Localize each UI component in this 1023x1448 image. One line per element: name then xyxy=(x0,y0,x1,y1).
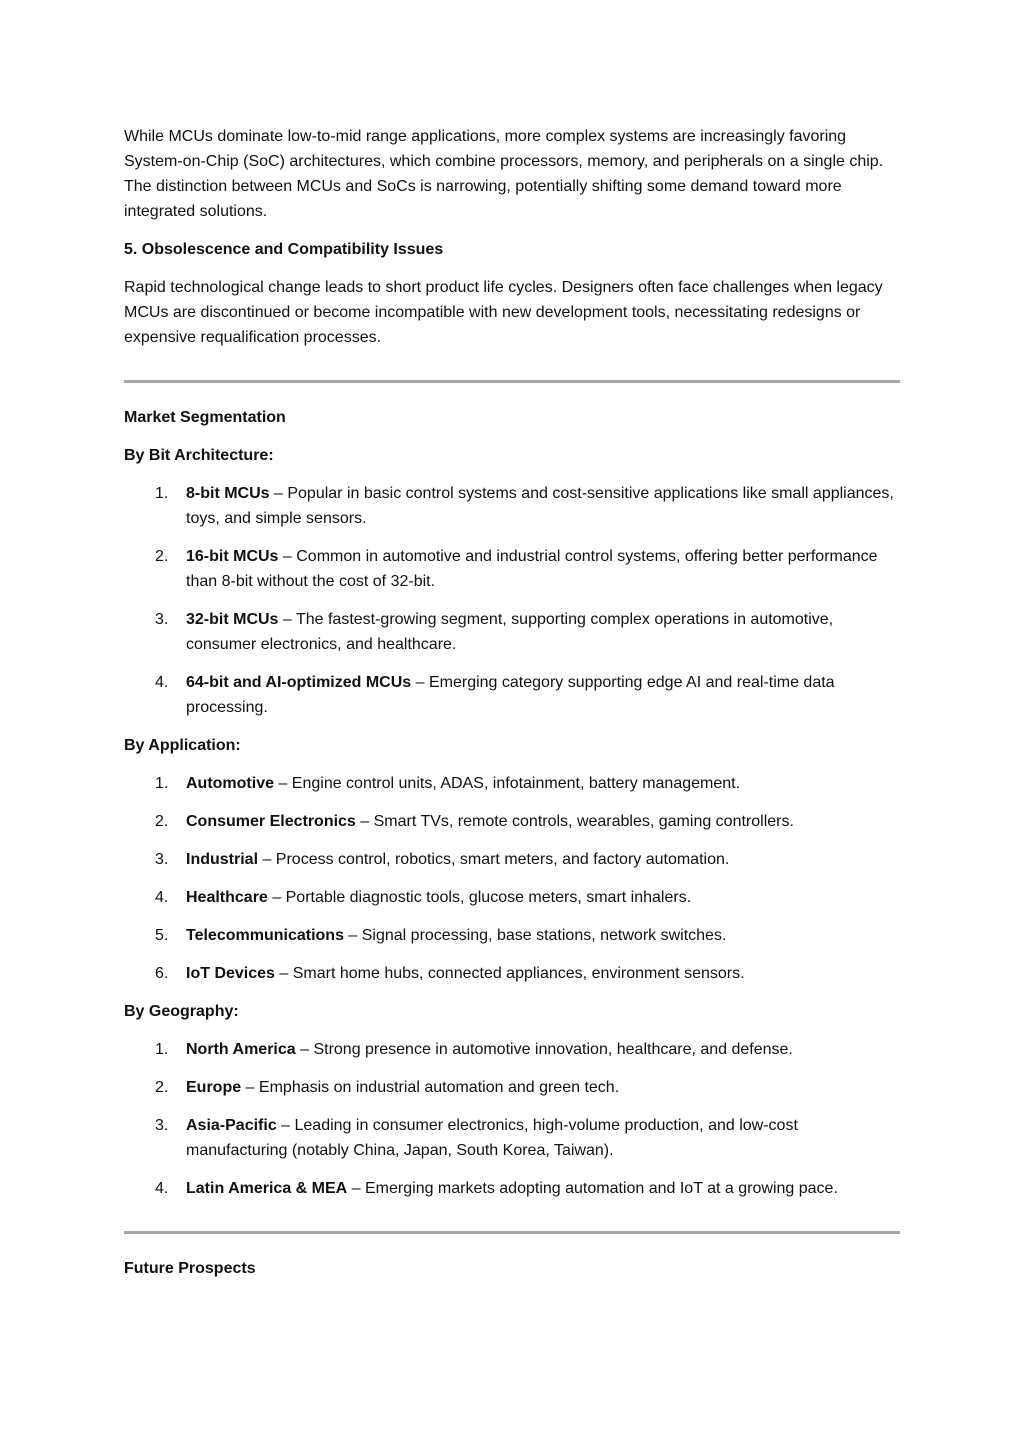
section-divider xyxy=(124,1231,900,1234)
list-item-number: 6. xyxy=(155,965,169,982)
list-item-term: North America xyxy=(186,1041,296,1058)
market-segmentation-heading: Market Segmentation xyxy=(124,409,286,426)
list-item-term: Asia-Pacific xyxy=(186,1117,277,1134)
list-item-number: 3. xyxy=(155,1117,169,1134)
future-prospects-heading: Future Prospects xyxy=(124,1260,256,1277)
list-item-description: – Emphasis on industrial automation and green tech. xyxy=(241,1079,620,1096)
geography-list xyxy=(124,1037,900,1201)
list-item xyxy=(124,1075,900,1100)
list-item-term: 32-bit MCUs xyxy=(186,611,279,628)
list-item-description: – Engine control units, ADAS, infotainment, battery management. xyxy=(274,775,741,792)
list-item xyxy=(124,885,900,910)
list-item-term: Consumer Electronics xyxy=(186,813,356,830)
obsolescence-heading: 5. Obsolescence and Compatibility Issues xyxy=(124,241,444,258)
list-item-term: IoT Devices xyxy=(186,965,275,982)
list-item-number: 1. xyxy=(155,1041,169,1058)
list-item-term: Telecommunications xyxy=(186,927,344,944)
list-item-term: 64-bit and AI-optimized MCUs xyxy=(186,674,412,691)
application-list xyxy=(124,771,900,986)
list-item-number: 4. xyxy=(155,889,169,906)
list-item xyxy=(124,923,900,948)
geography-heading: By Geography: xyxy=(124,1003,239,1020)
list-item xyxy=(124,1037,900,1062)
list-item-description: – Emerging category supporting edge AI and real-time data processing. xyxy=(186,674,835,716)
list-item-number: 5. xyxy=(155,927,169,944)
list-item-term: 16-bit MCUs xyxy=(186,548,279,565)
list-item-description: – Smart TVs, remote controls, wearables, gaming controllers. xyxy=(355,813,794,830)
list-item-description: – Common in automotive and industrial control systems, offering better performance than 8-bit without the cost of 32-bit. xyxy=(186,548,878,590)
list-item-number: 1. xyxy=(155,485,169,502)
list-item-number: 4. xyxy=(155,674,169,691)
soc-paragraph: While MCUs dominate low-to-mid range applications, more complex systems are increasingly favoring System-on-Chip (SoC) architectures, which combine processors, memory, and peripherals on a single chip. The distinction between MCUs and SoCs is narrowing, potentially shifting some demand toward more integrated solutions. xyxy=(124,128,884,220)
list-item-description: – Emerging markets adopting automation and IoT at a growing pace. xyxy=(347,1180,838,1197)
list-item xyxy=(124,670,900,720)
list-item-description: – The fastest-growing segment, supporting complex operations in automotive, consumer electronics, and healthcare. xyxy=(186,611,834,653)
list-item-number: 4. xyxy=(155,1180,169,1197)
list-item xyxy=(124,961,900,986)
document-page xyxy=(124,124,900,1294)
list-item xyxy=(124,1176,900,1201)
list-item-description: – Process control, robotics, smart meters, and factory automation. xyxy=(258,851,730,868)
list-item-term: Industrial xyxy=(186,851,259,868)
list-item xyxy=(124,771,900,796)
list-item-description: – Portable diagnostic tools, glucose meters, smart inhalers. xyxy=(267,889,692,906)
list-item xyxy=(124,607,900,657)
list-item-description: – Leading in consumer electronics, high-volume production, and low-cost manufacturing (notably China, Japan, South Korea, Taiwan). xyxy=(186,1117,798,1159)
list-item-number: 3. xyxy=(155,611,169,628)
list-item xyxy=(124,1113,900,1163)
list-item-number: 3. xyxy=(155,851,169,868)
list-item-number: 2. xyxy=(155,548,169,565)
list-item-term: 8-bit MCUs xyxy=(186,485,270,502)
list-item xyxy=(124,809,900,834)
list-item-description: – Popular in basic control systems and cost-sensitive applications like small appliances, toys, and simple sensors. xyxy=(186,485,894,527)
list-item-term: Latin America & MEA xyxy=(186,1180,348,1197)
list-item-number: 2. xyxy=(155,1079,169,1096)
list-item-description: – Strong presence in automotive innovation, healthcare, and defense. xyxy=(295,1041,793,1058)
bit-architecture-heading: By Bit Architecture: xyxy=(124,447,274,464)
list-item-number: 2. xyxy=(155,813,169,830)
obsolescence-paragraph: Rapid technological change leads to short product life cycles. Designers often face challenges when legacy MCUs are discontinued or become incompatible with new development tools, necessitating redesigns or expensive requalification processes. xyxy=(124,279,883,346)
list-item-description: – Smart home hubs, connected appliances, environment sensors. xyxy=(274,965,745,982)
application-heading: By Application: xyxy=(124,737,241,754)
list-item xyxy=(124,847,900,872)
list-item-term: Healthcare xyxy=(186,889,268,906)
list-item-number: 1. xyxy=(155,775,169,792)
list-item-term: Europe xyxy=(186,1079,242,1096)
list-item-description: – Signal processing, base stations, network switches. xyxy=(343,927,727,944)
list-item xyxy=(124,481,900,531)
list-item-term: Automotive xyxy=(186,775,274,792)
section-divider xyxy=(124,380,900,383)
bit-architecture-list xyxy=(124,481,900,720)
list-item xyxy=(124,544,900,594)
